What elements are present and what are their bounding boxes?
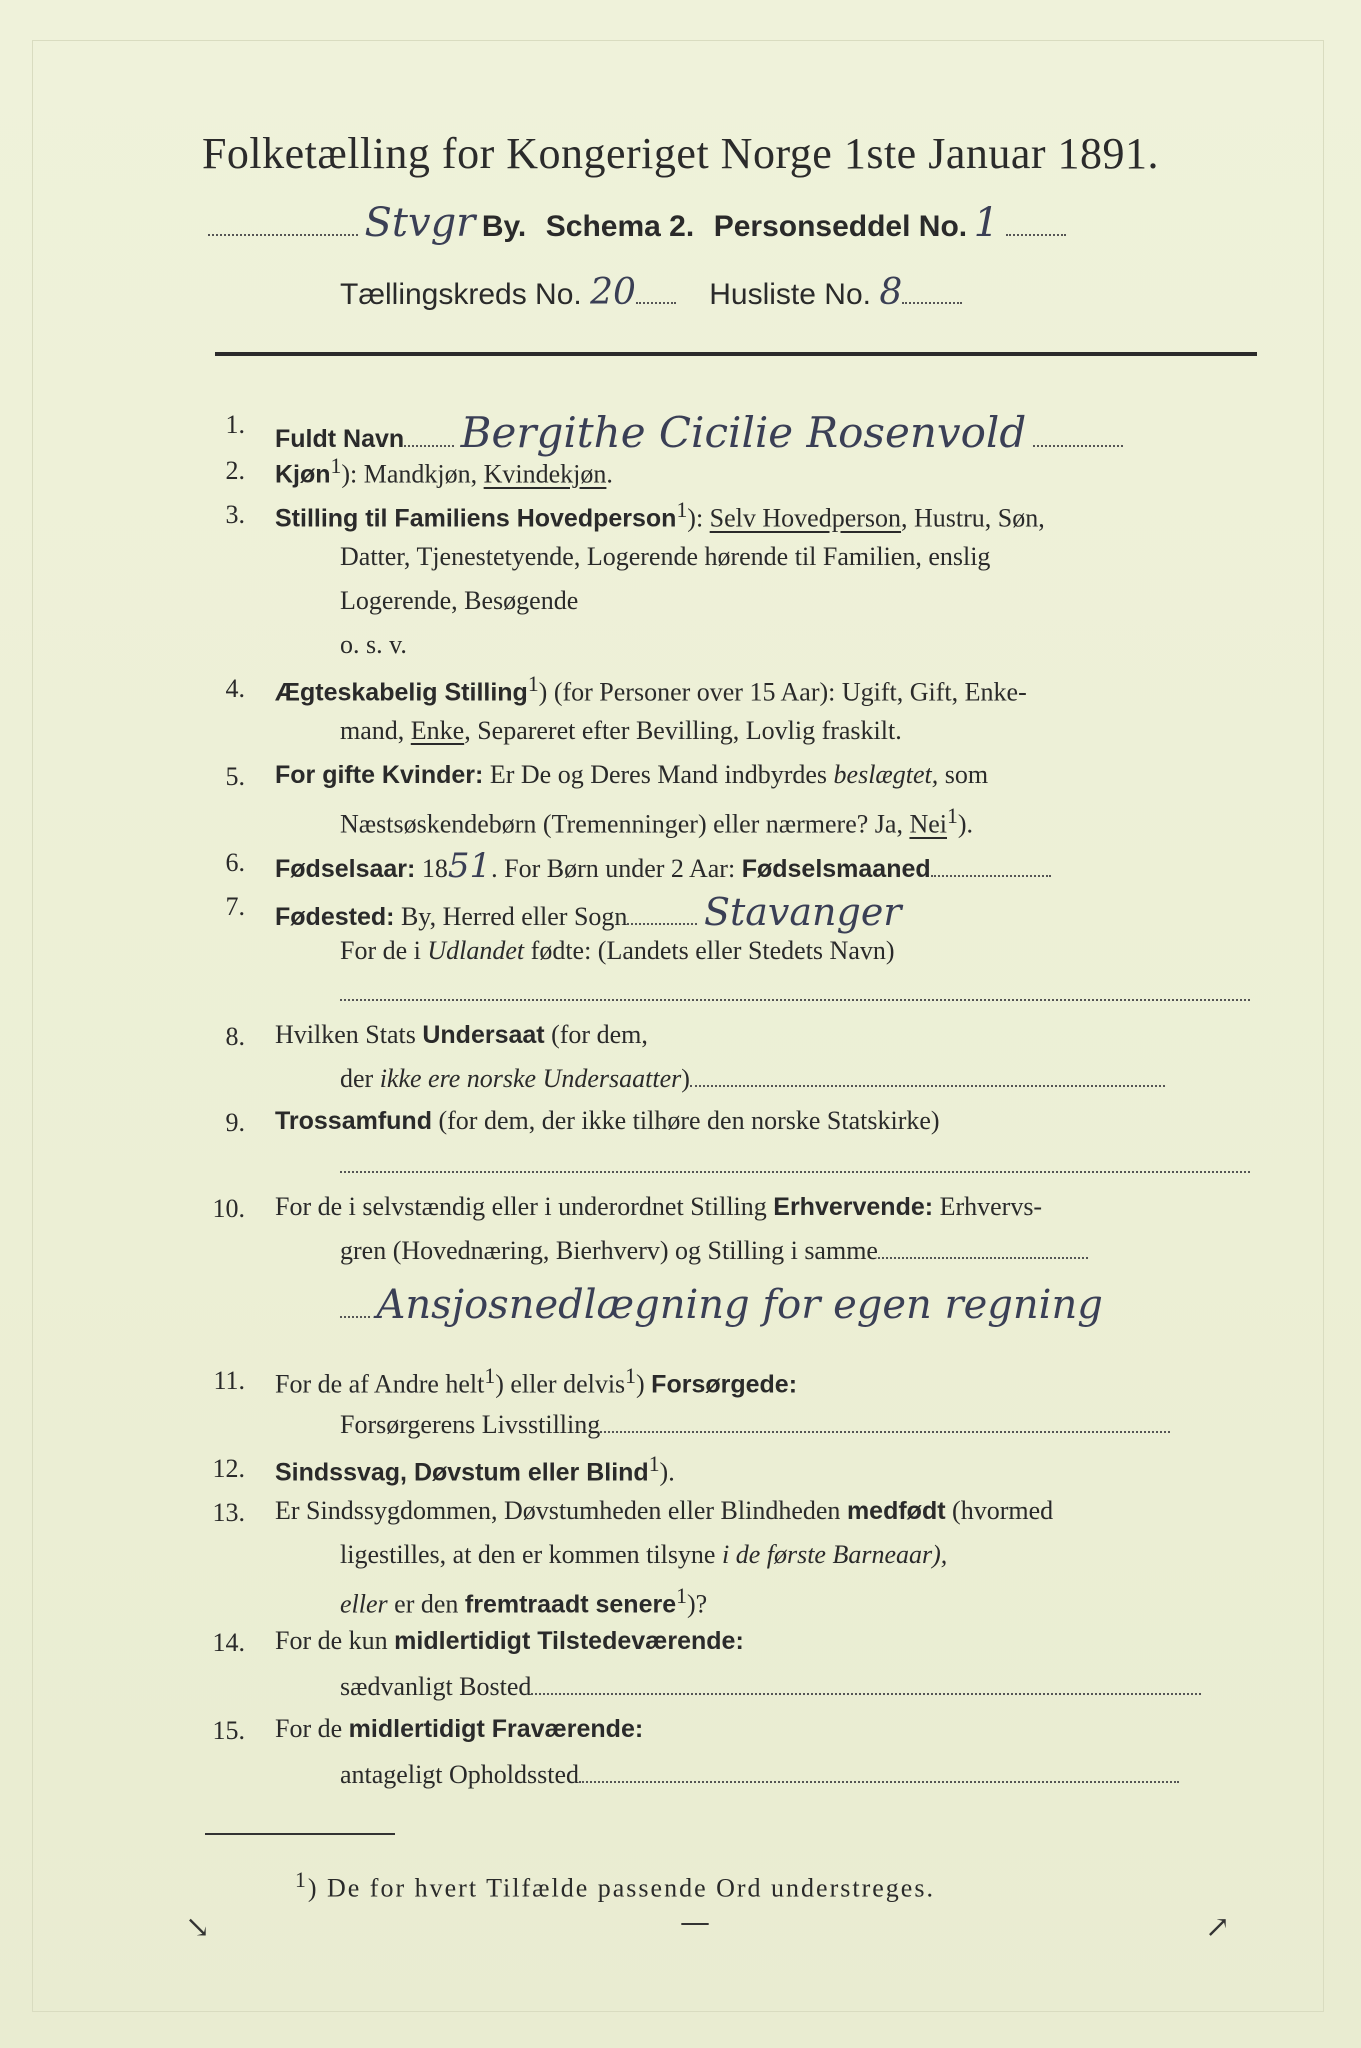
text: gren (Hovednæring, Bierhverv) og Stilling i samme	[340, 1236, 878, 1265]
text: Erhvervs-	[933, 1192, 1043, 1221]
text: )	[681, 1064, 690, 1093]
taellingskreds-line	[340, 272, 962, 313]
text: Er Sindssygdommen, Døvstumheden eller Blindheden	[275, 1496, 847, 1525]
item-2	[275, 454, 613, 490]
birthplace-label: Fødested:	[275, 903, 395, 931]
item-8-line-1	[275, 1020, 648, 1050]
header-rule	[215, 352, 1257, 356]
schema-line	[208, 200, 1066, 246]
husliste-no: 8	[879, 272, 903, 313]
text: Hvilken Stats	[275, 1020, 423, 1049]
personseddel-no: 1	[973, 200, 1000, 246]
item-7-line-1	[275, 890, 901, 934]
item-1	[275, 408, 1123, 457]
supported-label: Forsørgede:	[651, 1370, 798, 1399]
item-7-num: 7.	[225, 892, 245, 921]
text: eller	[340, 1589, 388, 1619]
birth-year-prefix: 18	[415, 854, 448, 883]
item-15-line-2	[340, 1760, 1179, 1790]
footnote-ref: 1	[330, 454, 342, 478]
item-13-line-2	[340, 1540, 947, 1570]
item-5-num: 5.	[225, 762, 245, 791]
sex-options: ): Mandkjøn,	[341, 459, 484, 489]
footnote-ref: 1	[527, 672, 539, 696]
text: By, Herred eller Sogn	[394, 902, 628, 931]
family-position-label: Stilling til Familiens Hovedperson	[275, 504, 677, 533]
footnote-rule	[205, 1833, 395, 1835]
text: ).	[659, 1457, 675, 1487]
form-title: Folketælling for Kongeriget Norge 1ste Januar 1891.	[201, 129, 1160, 178]
text: )?	[686, 1589, 708, 1619]
text: (for dem,	[544, 1020, 648, 1049]
personseddel-label: Personseddel No.	[713, 210, 968, 243]
footnote-ref: 1	[676, 1584, 687, 1608]
colon: ):	[687, 503, 710, 533]
sex-selected: Kvindekjøn	[483, 459, 607, 489]
text: For de i selvstændig eller i underordnet Stilling	[275, 1192, 774, 1221]
footnote-ref: 1	[625, 1364, 636, 1388]
birth-year-value: 51	[447, 846, 492, 886]
item-3-line-1	[275, 498, 1045, 534]
related-selected: Nei	[909, 809, 947, 839]
item-13-line-3	[340, 1584, 707, 1620]
item-3-line-4: o. s. v.	[340, 630, 407, 659]
text: mand,	[340, 716, 411, 745]
registration-mark-left: ↘	[185, 1910, 211, 1945]
item-13-line-1	[275, 1496, 1053, 1526]
text: , Separeret efter Bevilling, Lovlig fraskilt.	[464, 716, 902, 745]
husliste-label: Husliste No.	[709, 278, 871, 311]
text: fødte: (Landets eller Stedets Navn)	[524, 936, 895, 965]
item-9-line-2	[340, 1150, 1250, 1180]
item-10-line-3	[340, 1282, 1103, 1328]
text: Forsørgerens Livsstilling	[340, 1410, 601, 1439]
item-4-line-2	[340, 716, 902, 746]
footnote-ref: 1	[947, 804, 958, 828]
item-12	[275, 1452, 675, 1488]
schema-label: Schema 2.	[545, 210, 695, 243]
religion-label: Trossamfund	[275, 1107, 432, 1135]
citizenship-label: Undersaat	[422, 1021, 545, 1049]
marital-selected: Enke	[410, 716, 465, 745]
item-6-num: 6.	[225, 848, 245, 877]
item-5-line-2	[340, 804, 973, 840]
item-9-line-1	[275, 1106, 940, 1136]
taellingskreds-label: Tællingskreds No.	[340, 278, 582, 311]
text: For de i	[340, 936, 428, 965]
birth-month-label: Fødselsmaaned	[741, 855, 931, 883]
birthplace-value: Stavanger	[703, 890, 902, 934]
item-4-num: 4.	[225, 674, 245, 703]
full-name-value: Bergithe Cicilie Rosenvold	[460, 408, 1027, 457]
item-14-line-2	[340, 1672, 1201, 1702]
sex-end: .	[606, 459, 613, 489]
item-11-line-1	[275, 1364, 797, 1400]
married-women-label: For gifte Kvinder:	[275, 761, 484, 789]
text: beslægtet,	[833, 760, 939, 789]
item-8-num: 8.	[225, 1022, 245, 1051]
text: Næstsøskendebørn (Tremenninger) eller nærmere? Ja,	[340, 809, 910, 839]
text: For de af Andre helt	[275, 1369, 485, 1399]
item-11-line-2	[340, 1410, 1170, 1440]
sex-label: Kjøn	[275, 460, 331, 489]
marital-options: ) (for Personer over 15 Aar): Ugift, Gift, Enke-	[538, 677, 1027, 707]
birth-year-label: Fødselsaar:	[275, 855, 416, 883]
text: som	[938, 760, 989, 789]
item-2-num: 2.	[225, 456, 245, 485]
temporary-absent-label: midlertidigt Fraværende:	[348, 1715, 644, 1743]
item-8-line-2	[340, 1064, 1165, 1094]
text: )	[636, 1369, 652, 1399]
item-14-num: 14.	[212, 1628, 245, 1657]
disability-label: Sindssvag, Døvstum eller Blind	[275, 1458, 649, 1487]
footnote	[295, 1868, 935, 1904]
text: ligestilles, at den er kommen tilsyne	[340, 1540, 722, 1569]
text: er den	[387, 1589, 465, 1619]
item-9-num: 9.	[225, 1108, 245, 1137]
item-3-num: 3.	[225, 500, 245, 529]
text: antageligt Opholdssted	[340, 1760, 580, 1789]
item-13-num: 13.	[212, 1498, 245, 1527]
text: . For Børn under 2 Aar:	[491, 854, 742, 883]
family-position-options: , Hustru, Søn,	[901, 503, 1045, 533]
text: (for dem, der ikke tilhøre den norske Statskirke)	[431, 1106, 940, 1135]
item-10-line-1	[275, 1192, 1042, 1222]
item-7-line-2	[340, 936, 895, 966]
footnote-ref: 1	[484, 1364, 496, 1388]
text: ikke ere norske Undersaatter	[379, 1064, 682, 1093]
congenital-label: medfødt	[846, 1497, 946, 1525]
text: Er De og Deres Mand indbyrdes	[483, 760, 834, 789]
text: der	[340, 1064, 380, 1093]
footnote-text: ) De for hvert Tilfælde passende Ord understreges.	[307, 1873, 935, 1903]
occupation-label: Erhvervende:	[773, 1193, 934, 1221]
city-handwritten: Stvgr	[364, 200, 476, 246]
item-3-line-2: Datter, Tjenestetyende, Logerende hørende til Familien, enslig	[340, 542, 991, 571]
item-5-line-1	[275, 760, 988, 790]
footnote-ref: 1	[676, 498, 688, 522]
item-15-num: 15.	[212, 1716, 245, 1745]
footnote-marker: 1	[295, 1868, 308, 1892]
item-3-line-3: Logerende, Besøgende	[340, 586, 579, 615]
text: i de første Barneaar),	[721, 1540, 948, 1569]
family-position-selected: Selv Hovedperson	[709, 503, 902, 533]
registration-mark-right: ↗	[1205, 1910, 1231, 1945]
text: For de	[275, 1714, 349, 1743]
text: For de kun	[275, 1626, 395, 1655]
text: Udlandet	[427, 936, 525, 965]
item-11-num: 11.	[213, 1366, 245, 1395]
occupation-value: Ansjosnedlægning for egen regning	[376, 1282, 1103, 1328]
item-12-num: 12.	[212, 1454, 245, 1483]
footnote-ref: 1	[648, 1452, 660, 1476]
registration-mark-center: —	[680, 1905, 710, 1940]
full-name-label: Fuldt Navn	[275, 425, 405, 453]
text: sædvanligt Bosted	[340, 1672, 532, 1701]
marital-status-label: Ægteskabelig Stilling	[275, 678, 528, 707]
text: ) eller delvis	[495, 1369, 626, 1399]
item-10-num: 10.	[212, 1194, 245, 1223]
item-14-line-1	[275, 1626, 744, 1656]
later-onset-label: fremtraadt senere	[464, 1590, 677, 1619]
item-1-num: 1.	[225, 410, 245, 439]
item-4-line-1	[275, 672, 1027, 708]
item-10-line-2	[340, 1236, 1088, 1266]
text: ).	[957, 809, 973, 839]
by-label: By.	[481, 210, 527, 243]
temporary-present-label: midlertidigt Tilstedeværende:	[394, 1627, 744, 1655]
taellingskreds-no: 20	[590, 272, 636, 313]
item-6	[275, 846, 1051, 886]
item-7-line-3	[340, 978, 1250, 1008]
item-15-line-1	[275, 1714, 643, 1744]
text: (hvormed	[945, 1496, 1054, 1525]
